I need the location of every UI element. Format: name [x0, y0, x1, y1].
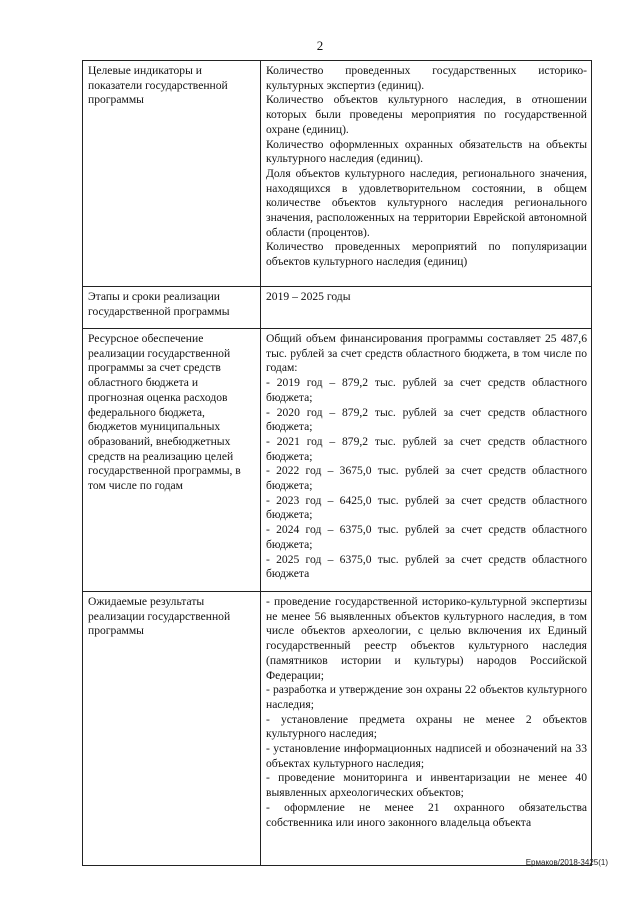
row-label: Ожидаемые результаты реализации государственной программы	[83, 592, 261, 866]
result-paragraph: - установление предмета охраны не менее 2 объектов культурного наследия;	[266, 712, 587, 741]
indicator-paragraph: Количество проведенных государственных историко-культурных экспертиз (единиц).	[266, 64, 587, 92]
row-value	[261, 329, 592, 592]
funding-paragraph: - 2020 год – 879,2 тыс. рублей за счет средств областного бюджета;	[266, 405, 587, 434]
indicator-paragraph: Доля объектов культурного наследия, регионального значения, находящихся в удовлетворительном состоянии, в общем количестве объектов культурного наследия регионального значения, расположенных на территории Еврейской автономной области (процентов).	[266, 166, 587, 239]
funding-paragraph: - 2025 год – 6375,0 тыс. рублей за счет средств областного бюджета	[266, 552, 587, 581]
row-value	[261, 61, 592, 287]
page-number: 2	[316, 38, 324, 53]
row-label: Этапы и сроки реализации государственной программы	[83, 287, 261, 329]
result-paragraph: - установление информационных надписей и обозначений на 33 объектах культурного наследия;	[266, 742, 587, 770]
row-label: Ресурсное обеспечение реализации государственной программы за счет средств областного бюджета и прогнозная оценка расходов федерального бюджета, бюджетов муниципальных образований, внебюджетных средств на реализацию целей государственной программы, в том числе по годам	[83, 329, 261, 592]
indicator-paragraph: Количество объектов культурного наследия, в отношении которых были проведены мероприятия по государственной охране (единиц).	[266, 93, 587, 136]
table-row	[83, 61, 592, 287]
table-row	[83, 329, 592, 592]
table-row	[83, 287, 592, 329]
funding-paragraph: - 2024 год – 6375,0 тыс. рублей за счет средств областного бюджета;	[266, 523, 587, 551]
program-passport-table	[82, 60, 592, 866]
row-value	[261, 592, 592, 866]
result-paragraph: - проведение государственной историко-культурной экспертизы не менее 56 выявленных объектов культурного наследия, в том числе объектов археологии, с целью включения их Единый государственный реестр объектов культурного наследия (памятников истории и культуры) народов Российской Федерации;	[266, 595, 587, 682]
funding-paragraph: - 2019 год – 879,2 тыс. рублей за счет средств областного бюджета;	[266, 376, 587, 404]
row-value	[261, 287, 592, 329]
funding-paragraph: Общий объем финансирования программы составляет 25 487,6 тыс. рублей за счет средств областного бюджета, в том числе по годам:	[266, 332, 587, 375]
document-reference: Ермаков/2018-3425(1)	[525, 858, 608, 867]
table-row	[83, 592, 592, 866]
row-label: Целевые индикаторы и показатели государственной программы	[83, 61, 261, 287]
result-paragraph: - проведение мониторинга и инвентаризации не менее 40 выявленных археологических объектов;	[266, 771, 587, 800]
funding-paragraph: - 2021 год – 879,2 тыс. рублей за счет средств областного бюджета;	[266, 434, 587, 463]
indicator-paragraph: Количество оформленных охранных обязательств на объекты культурного наследия (единиц).	[266, 137, 587, 166]
funding-paragraph: - 2023 год – 6425,0 тыс. рублей за счет средств областного бюджета;	[266, 493, 587, 522]
indicator-paragraph: Количество проведенных мероприятий по популяризации объектов культурного наследия (единиц)	[266, 240, 587, 269]
result-paragraph: - разработка и утверждение зон охраны 22 объектов культурного наследия;	[266, 683, 587, 711]
period-paragraph: 2019 – 2025 годы	[266, 290, 351, 303]
funding-paragraph: - 2022 год – 3675,0 тыс. рублей за счет средств областного бюджета;	[266, 464, 587, 493]
result-paragraph: - оформление не менее 21 охранного обязательства собственника или иного законного владельца объекта	[266, 800, 587, 829]
